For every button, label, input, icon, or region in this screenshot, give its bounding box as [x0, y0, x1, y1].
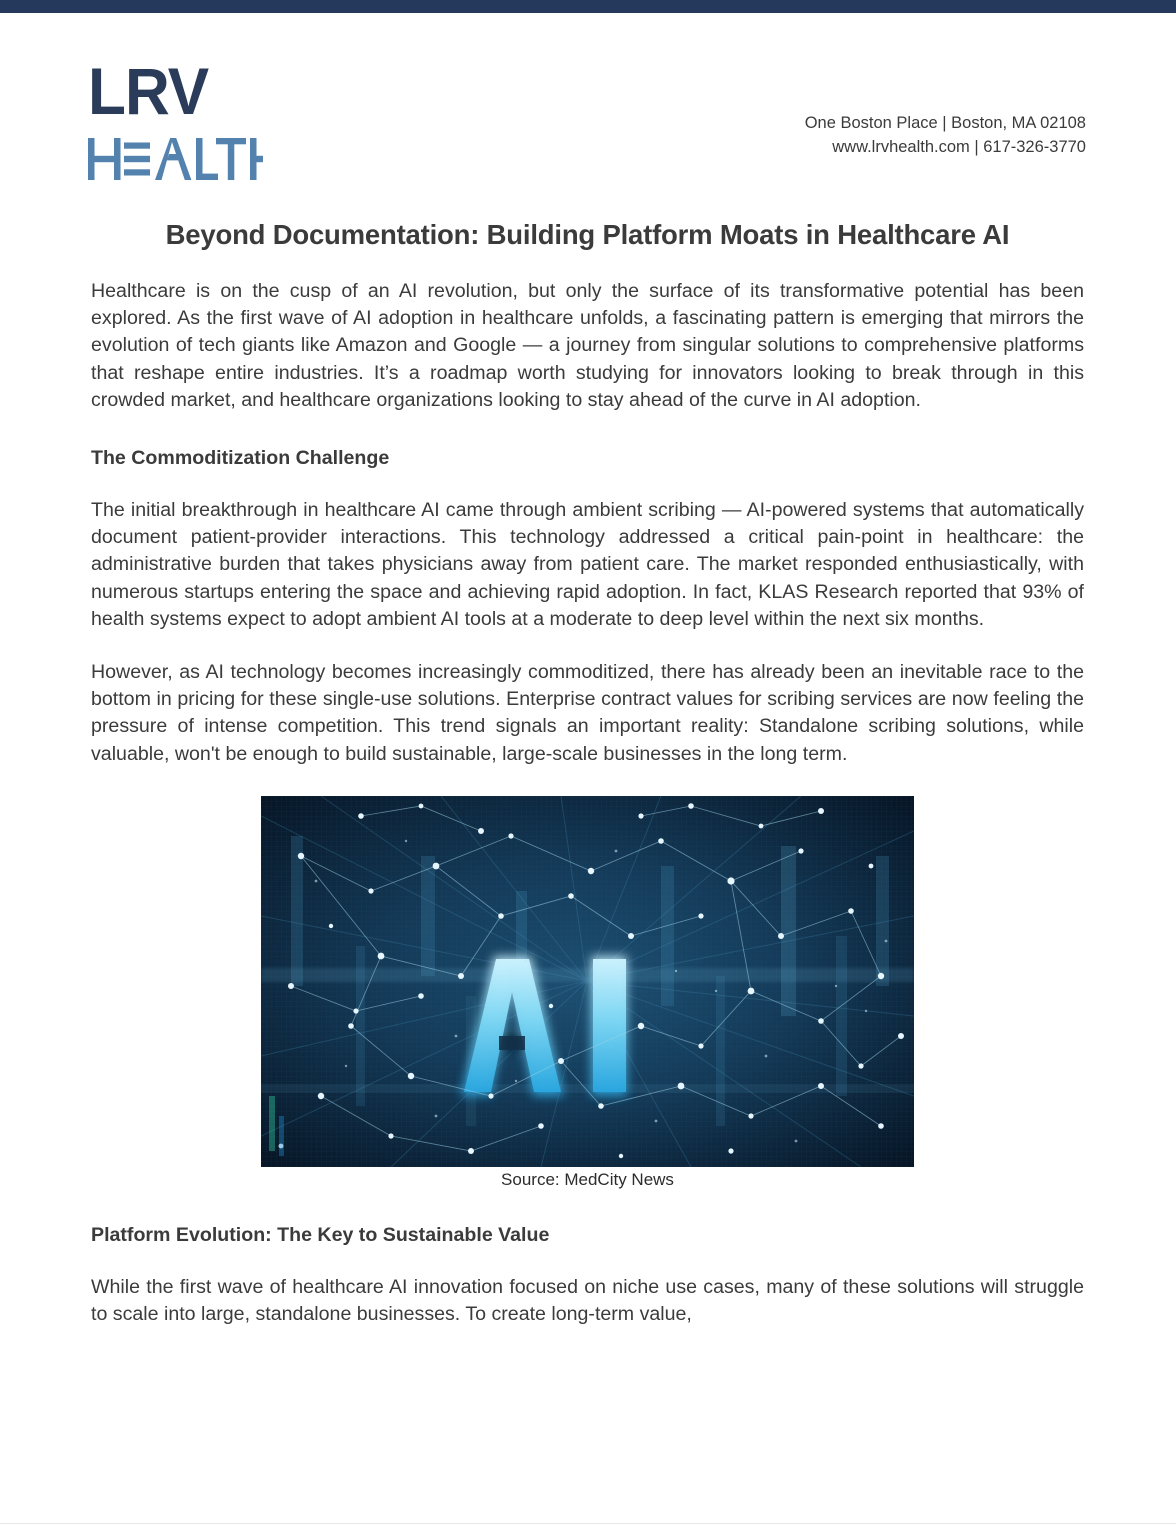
section-heading-commoditization: The Commoditization Challenge — [91, 447, 390, 470]
section-heading-platform-evolution: Platform Evolution: The Key to Sustainable Value — [91, 1223, 550, 1246]
intro-paragraph: Healthcare is on the cusp of an AI revolution, but only the surface of its transformative potential has been explored. As the first wave of AI adoption in healthcare unfolds, a fascinating pattern is emerging that mirrors the evolution of tech giants like Amazon and Google — a journey from singular solutions to comprehensive platforms that reshape entire industries. It’s a roadmap worth studying for innovators looking to break through in this crowded market, and healthcare organizations looking to stay ahead of the curve in AI adoption. — [91, 280, 1084, 411]
paragraph-commoditization: However, as AI technology becomes increasingly commoditized, there has already been an inevitable race to the bottom in pricing for these single-use solutions. Enterprise contract values for scribing services are now feeling the pressure of intense competition. This trend signals an important reality: Standalone scribing solutions, while valuable, won't be enough to build sustainable, large-scale businesses in the long term. — [91, 661, 1084, 765]
logo-health-wordmark — [88, 138, 263, 180]
document-content — [0, 218, 1176, 1328]
paragraph-ambient-scribing: The initial breakthrough in healthcare AI came through ambient scribing — AI-powered systems that automatically document patient-provider interactions. This technology addressed a critical pain-point in healthcare: the administrative burden that takes physicians away from patient care. The market responded enthusiastically, with numerous startups entering the space and achieving rapid adoption. In fact, KLAS Research reported that 93% of health systems expect to adopt ambient AI tools at a moderate to deep level within the next six months. — [91, 499, 1084, 630]
paragraph-platform-evolution: While the first wave of healthcare AI innovation focused on niche use cases, many of these solutions will struggle to scale into large, standalone businesses. To create long-term value, — [91, 1275, 1084, 1326]
logo-lrv-wordmark: LRV — [88, 54, 209, 128]
lrv-health-logo — [88, 54, 273, 180]
figure-caption: Source: MedCity News — [501, 1169, 674, 1189]
contact-address: One Boston Place | Boston, MA 02108 — [804, 114, 1086, 132]
header-contact-info — [805, 111, 1086, 159]
letterhead-header — [0, 13, 1176, 198]
contact-web-phone: www.lrvhealth.com | 617-326-3770 — [832, 138, 1086, 156]
top-accent-bar — [0, 0, 1176, 13]
figure-block — [91, 796, 1084, 1191]
ai-network-image — [261, 796, 914, 1167]
page-title: Beyond Documentation: Building Platform Moats in Healthcare AI — [165, 219, 1010, 250]
